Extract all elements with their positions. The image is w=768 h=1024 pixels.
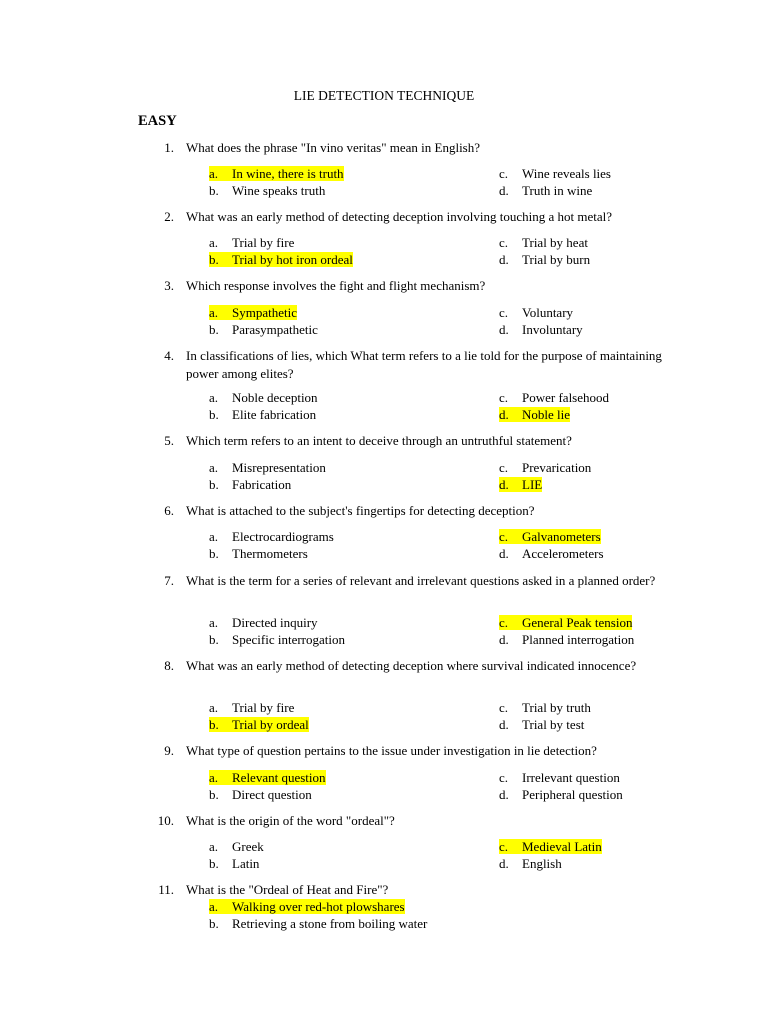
option-text: Sympathetic xyxy=(232,305,297,320)
option-letter: c. xyxy=(499,390,509,405)
option-c xyxy=(499,700,591,716)
option-letter: d. xyxy=(499,717,509,732)
option-a xyxy=(209,460,326,476)
option-letter: b. xyxy=(209,632,219,647)
option-d xyxy=(499,856,562,872)
option-b xyxy=(209,717,309,733)
option-c xyxy=(499,235,588,251)
option-b xyxy=(209,856,259,872)
option-letter: c. xyxy=(499,770,509,785)
option-text: Noble deception xyxy=(232,390,318,405)
option-text: Retrieving a stone from boiling water xyxy=(232,916,428,931)
option-letter: d. xyxy=(499,477,509,492)
option-d xyxy=(499,252,590,268)
option-text: Wine speaks truth xyxy=(232,183,326,198)
option-text: Peripheral question xyxy=(522,787,623,802)
option-letter: c. xyxy=(499,839,509,854)
question-text: What type of question pertains to the issue under investigation in lie detection? xyxy=(186,743,597,758)
option-text: Voluntary xyxy=(522,305,574,320)
option-text: Trial by burn xyxy=(522,252,591,267)
option-text: Latin xyxy=(232,856,260,871)
option-letter: a. xyxy=(209,839,219,854)
option-letter: a. xyxy=(209,529,219,544)
option-letter: d. xyxy=(499,183,509,198)
option-text: Involuntary xyxy=(522,322,583,337)
option-a xyxy=(209,839,264,855)
option-letter: d. xyxy=(499,856,509,871)
option-letter: c. xyxy=(499,460,509,475)
option-letter: c. xyxy=(499,235,509,250)
question-text: Which term refers to an intent to deceive through an untruthful statement? xyxy=(186,433,572,448)
option-text: Parasympathetic xyxy=(232,322,318,337)
option-letter: c. xyxy=(499,700,509,715)
option-c xyxy=(499,529,601,545)
option-a xyxy=(209,899,405,915)
option-text: Medieval Latin xyxy=(522,839,602,854)
question-number: 2. xyxy=(164,209,174,224)
option-letter: d. xyxy=(499,787,509,802)
document-title: LIE DETECTION TECHNIQUE xyxy=(293,88,475,103)
option-letter: b. xyxy=(209,252,219,267)
option-text: Elite fabrication xyxy=(232,407,317,422)
option-b xyxy=(209,407,316,423)
option-text: Greek xyxy=(232,839,264,854)
option-letter: b. xyxy=(209,183,219,198)
option-letter: b. xyxy=(209,477,219,492)
option-letter: d. xyxy=(499,252,509,267)
option-text: Misrepresentation xyxy=(232,460,326,475)
option-text: Trial by fire xyxy=(232,700,295,715)
question-text: What is the origin of the word "ordeal"? xyxy=(186,813,395,828)
option-text: Trial by fire xyxy=(232,235,295,250)
option-c xyxy=(499,390,609,406)
question-number: 4. xyxy=(164,348,174,363)
option-letter: b. xyxy=(209,787,219,802)
option-text: Trial by ordeal xyxy=(232,717,309,732)
option-text: Galvanometers xyxy=(522,529,601,544)
option-letter: a. xyxy=(209,390,219,405)
option-c xyxy=(499,460,591,476)
option-text: Directed inquiry xyxy=(232,615,318,630)
option-letter: c. xyxy=(499,305,509,320)
option-letter: b. xyxy=(209,322,219,337)
option-d xyxy=(499,407,570,423)
option-a xyxy=(209,235,294,251)
option-text: LIE xyxy=(522,477,543,492)
option-text: Direct question xyxy=(232,787,312,802)
option-letter: a. xyxy=(209,899,219,914)
question-number: 7. xyxy=(164,573,174,588)
option-d xyxy=(499,546,604,562)
question-number: 3. xyxy=(164,278,174,293)
option-text: Trial by hot iron ordeal xyxy=(232,252,353,267)
option-c xyxy=(499,615,632,631)
option-letter: c. xyxy=(499,529,509,544)
option-text: Trial by test xyxy=(522,717,585,732)
option-c xyxy=(499,770,620,786)
option-b xyxy=(209,787,312,803)
option-b xyxy=(209,477,291,493)
option-text: Irrelevant question xyxy=(522,770,620,785)
option-letter: a. xyxy=(209,166,219,181)
option-letter: b. xyxy=(209,407,219,422)
option-letter: a. xyxy=(209,770,219,785)
option-letter: d. xyxy=(499,546,509,561)
option-letter: a. xyxy=(209,235,219,250)
question-text: What was an early method of detecting deception involving touching a hot metal? xyxy=(186,209,612,224)
option-d xyxy=(499,322,583,338)
option-d xyxy=(499,632,634,648)
question-text: What is attached to the subject's fingertips for detecting deception? xyxy=(186,503,535,518)
option-text: Trial by heat xyxy=(522,235,588,250)
option-text: Truth in wine xyxy=(522,183,593,198)
question-number: 1. xyxy=(164,140,174,155)
question-number: 9. xyxy=(164,743,174,758)
option-letter: b. xyxy=(209,717,219,732)
option-letter: c. xyxy=(499,615,509,630)
option-letter: d. xyxy=(499,632,509,647)
option-letter: b. xyxy=(209,856,219,871)
option-b xyxy=(209,546,308,562)
option-a xyxy=(209,700,294,716)
option-b xyxy=(209,183,325,199)
option-letter: b. xyxy=(209,546,219,561)
option-text: English xyxy=(522,856,562,871)
option-text: Electrocardiograms xyxy=(232,529,334,544)
option-text: Relevant question xyxy=(232,770,326,785)
option-letter: a. xyxy=(209,460,219,475)
option-text: In wine, there is truth xyxy=(232,166,344,181)
option-text: Fabrication xyxy=(232,477,292,492)
option-a xyxy=(209,166,344,182)
option-c xyxy=(499,166,611,182)
option-letter: c. xyxy=(499,166,509,181)
question-number: 5. xyxy=(164,433,174,448)
option-letter: d. xyxy=(499,407,509,422)
question-text: What does the phrase "In vino veritas" mean in English? xyxy=(186,140,481,155)
question-number: 6. xyxy=(164,503,174,518)
option-letter: a. xyxy=(209,615,219,630)
option-text: Trial by truth xyxy=(522,700,591,715)
option-a xyxy=(209,305,297,321)
question-number: 10. xyxy=(157,813,174,828)
option-b xyxy=(209,632,345,648)
section-heading: EASY xyxy=(138,113,177,129)
option-text: Planned interrogation xyxy=(522,632,635,647)
option-b xyxy=(209,322,318,338)
option-c xyxy=(499,839,602,855)
option-d xyxy=(499,717,584,733)
option-text: Thermometers xyxy=(232,546,308,561)
option-text: Specific interrogation xyxy=(232,632,345,647)
option-text: Walking over red-hot plowshares xyxy=(232,899,405,914)
question-number: 8. xyxy=(164,658,174,673)
option-b xyxy=(209,252,353,268)
option-a xyxy=(209,770,326,786)
question-number: 11. xyxy=(158,882,174,897)
option-a xyxy=(209,529,334,545)
option-text: Wine reveals lies xyxy=(522,166,611,181)
option-d xyxy=(499,787,623,803)
option-text: Prevarication xyxy=(522,460,592,475)
question-text: What is the term for a series of relevant and irrelevant questions asked in a planned order? xyxy=(186,573,656,588)
question-text: In classifications of lies, which What term refers to a lie told for the purpose of maintaining power among elites? xyxy=(186,348,662,381)
option-letter: a. xyxy=(209,305,219,320)
question-text: What was an early method of detecting deception where survival indicated innocence? xyxy=(186,658,637,673)
question-text: What is the "Ordeal of Heat and Fire"? xyxy=(186,882,389,897)
option-text: General Peak tension xyxy=(522,615,633,630)
option-text: Noble lie xyxy=(522,407,571,422)
option-letter: a. xyxy=(209,700,219,715)
option-a xyxy=(209,615,318,631)
question-text: Which response involves the fight and flight mechanism? xyxy=(186,278,486,293)
option-a xyxy=(209,390,318,406)
option-b xyxy=(209,916,427,932)
option-c xyxy=(499,305,573,321)
option-d xyxy=(499,477,542,493)
option-text: Accelerometers xyxy=(522,546,604,561)
option-letter: b. xyxy=(209,916,219,931)
option-d xyxy=(499,183,592,199)
option-text: Power falsehood xyxy=(522,390,610,405)
option-letter: d. xyxy=(499,322,509,337)
